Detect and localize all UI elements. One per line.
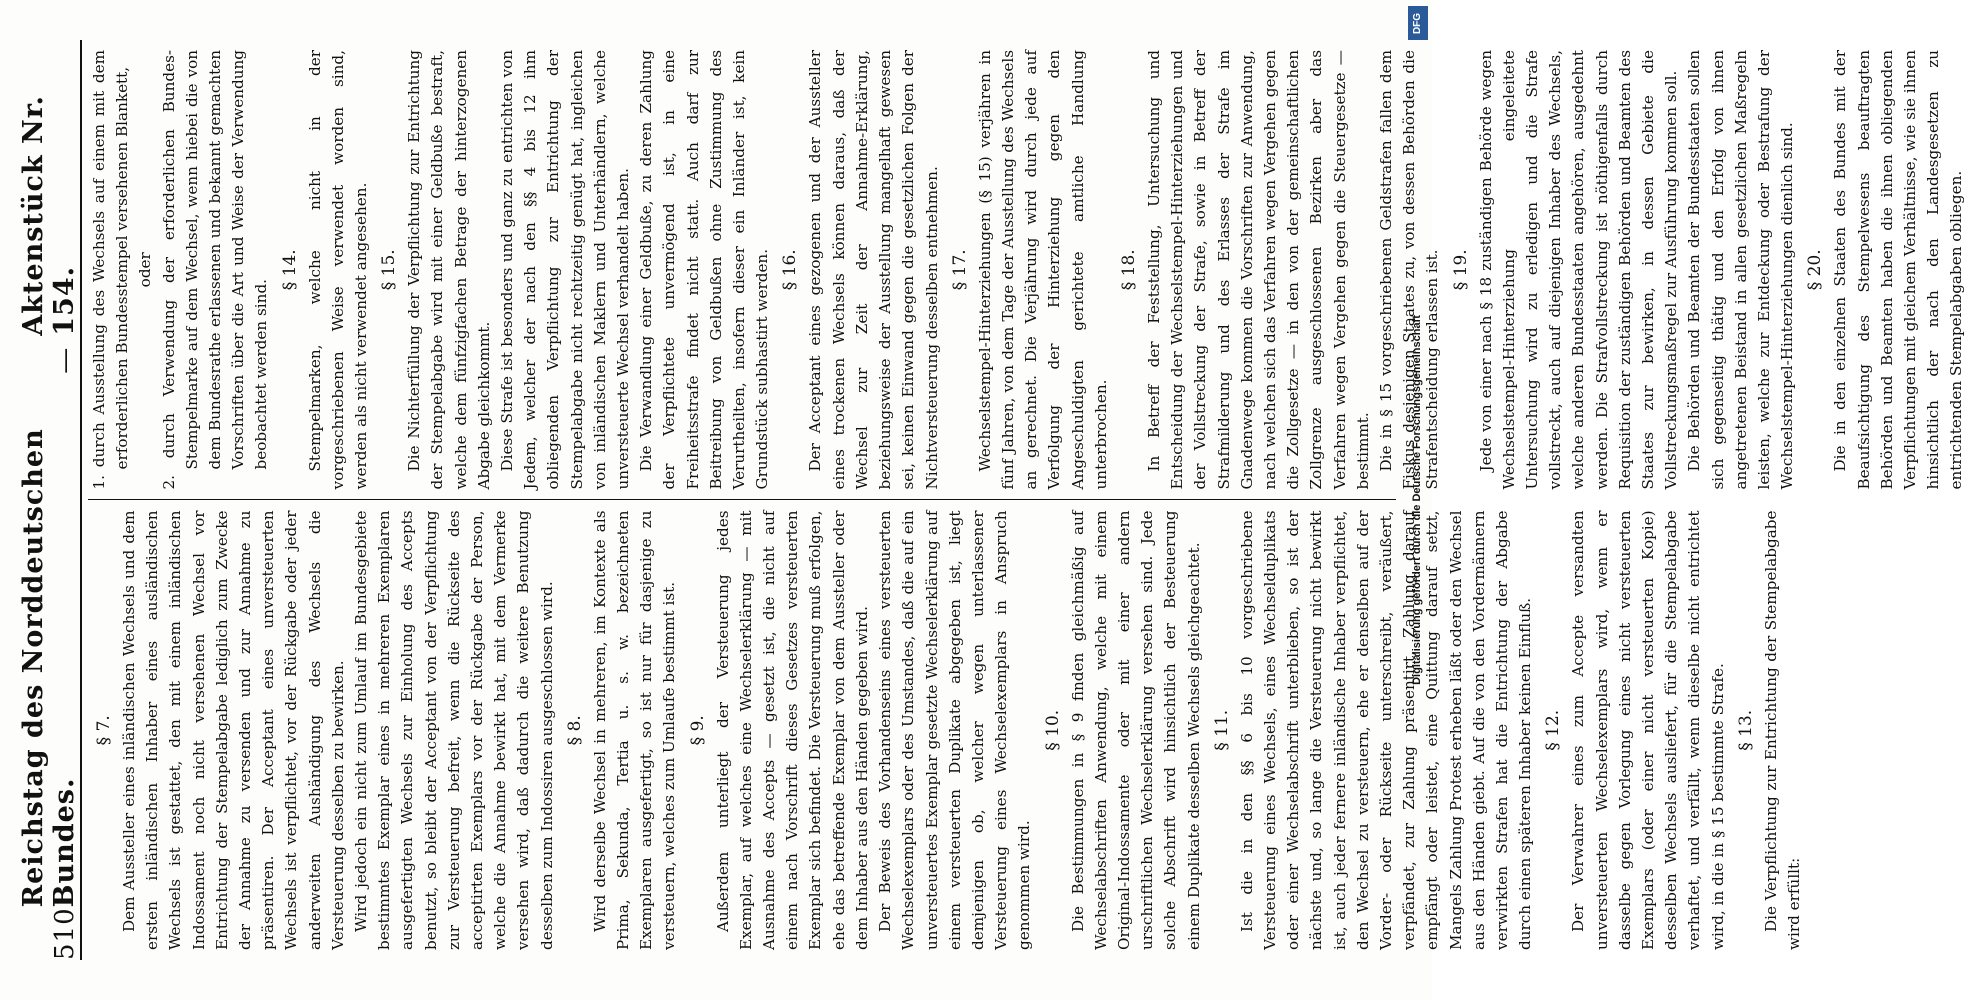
paragraph: Die Verpflichtung zur Entrichtung der Stempelabgabe wird erfüllt: [1761,510,1803,950]
paragraph: Der Acceptant eines gezogenen und der Aussteller eines trockenen Wechsels können daraus, daß der Wechsel zur Zeit der Annahme-Erklärung, beziehungsweise der Ausstellung mangelhaft gewesen sei, keinen Einwand gegen die gesetzlichen Folgen der Nichtversteuerung desselben entnehmen. [806,50,941,490]
section-heading: § 17. [949,249,970,291]
section-heading: § 9. [687,715,708,746]
paragraph: Dem Aussteller eines inländischen Wechsels und dem ersten inländischen Inhaber eines ausländischen Wechsels ist gestattet, den mit einem inländischen Indossament noch nicht versehenen Wechsel vor Entrichtung der Stempelabgabe lediglich zum Zwecke der Annahme zu versenden und zur Annahme zu präsentiren. Der Acceptant eines unversteuerten Wechsels ist verpflichtet, vor der Rückgabe oder jeder anderweiten Aushändigung des Wechsels die Versteuerung desselben zu bewirken. [120,510,347,950]
section-heading: § 10. [1042,709,1063,751]
paragraph: Die in § 15 vorgeschriebenen Geldstrafen fallen dem Fiskus desjenigen Staates zu, von dessen Behörden die Strafentscheidung erlassen ist. [1376,50,1442,490]
page-header [18,40,82,960]
section-heading: § 7. [94,715,114,746]
section-heading: § 14. [279,249,300,291]
paragraph: Der Verwahrer eines zum Accepte versandten unversteuerten Wechselexemplars wird, wenn er dasselbe gegen Vorlegung eines nicht versteuerten Exemplars (oder einer nicht versteuerten Kopie) desselben Wechsels ausliefert, für die Stempelabgabe verhaftet, und verfällt, wenn dieselbe nicht entrichtet wird, in die in § 15 bestimmte Strafe. [1569,510,1727,950]
dfg-logo [1408,6,1428,40]
header-title: Reichstag des Norddeutschen Bundes. [18,428,80,908]
paragraph: Jede von einer nach § 18 zuständigen Behörde wegen Wechselstempel-Hinterziehung eingeleitete Untersuchung wird zu erledigen und die Strafe vollstreckt, auch auf diejenigen Inhaber des Wechsels, welche anderen Bundesstaaten angehören, ausgedehnt werden. Die Strafvollstreckung ist nöthigenfalls durch Requisition der zuständigen Behörden und Beamten des Staates zur bewirken, in dessen Gebiete die Vollstreckungsmaßregel zur Ausführung kommen soll. [1476,50,1681,490]
list-item: 1. durch Ausstellung des Wechsels auf einem mit dem erforderlichen Bundesstempel versehenen Blankett, [90,50,132,490]
dfg-badge-text: DFG [1412,12,1424,34]
paragraph: Wechselstempel-Hinterziehungen (§ 15) verjähren in fünf Jahren, von dem Tage der Ausstellung des Wechsels an gerechnet. Die Verjährung wird durch jede auf Verfolgung der Hinterziehung gegen den Angeschuldigten gerichtete amtliche Handlung unterbrochen. [975,50,1110,490]
paragraph: Die Nichterfüllung der Verpflichtung zur Entrichtung der Stempelabgabe wird mit einer Geldbuße bestraft, welche dem fünfzigfachen Betrage der hinterzogenen Abgabe gleichkommt. [405,50,493,490]
paragraph: Wird jedoch ein nicht zum Umlauf im Bundesgebiete bestimmtes Exemplar eines in mehreren Exemplaren ausgefertigten Wechsels zur Einholung des Accepts benutzt, so bleibt der Acceptant von der Verpflichtung zur Versteuerung befreit, wenn die Rückseite des acceptirten Exemplars vor der Rückgabe der Person, welche die Annahme bewirkt hat, mit dem Vermerke versehen wird, daß dadurch die weitere Benutzung desselben zum Indossiren ausgeschlossen wird. [352,510,556,950]
section-heading: § 16. [780,249,801,291]
paragraph: Stempelmarken, welche nicht in der vorgeschriebenen Weise verwendet worden sind, werden als nicht verwendet angesehen. [305,50,371,490]
section-heading: § 20. [1805,249,1826,291]
header-separator: — [50,347,80,374]
paragraph: Ist die in den §§ 6 bis 10 vorgeschriebene Versteuerung eines Wechsels, eines Wechselduplikats oder einer Wechselabschrift unterblieben, so ist der nächste und, so lange die Versteuerung nicht bewirkt ist, auch jeder fernere inländische Inhaber verpflichtet, den Wechsel zu versteuern, ehe er denselben auf der Vorder- oder Rückseite unterschreibt, veräußert, verpfändet, zur Zahlung präsentirt, Zahlung darauf empfängt oder leistet, eine Quittung darauf setzt, Mangels Zahlung Protest erheben läßt oder den Wechsel aus den Händen giebt. Auf die von den Vordermännern verwirkten Strafen hat die Entrichtung der Abgabe durch einen späteren Inhaber keinen Einfluß. [1237,510,1535,950]
paragraph: Die Behörden und Beamten der Bundesstaaten sollen sich gegenseitig thätig und den Erfolg von ihnen angetretenen Beistand in allen gesetzlichen Maßregeln leisten, welche zur Entdeckung oder Bestrafung der Wechselstempel-Hinterziehungen dienlich sind. [1685,50,1797,490]
section-heading: § 12. [1543,709,1564,751]
paragraph: Die Bestimmungen in § 9 finden gleichmäßig auf Wechselabschriften Anwendung, welche mit einem Original-Indossamente oder mit einer andern urschriftlichen Wechselerklärung versehen sind. Jede solche Abschrift wird hinsichtlich der Besteuerung einem Duplikate desselben Wechsels gleichgeachtet. [1068,510,1203,950]
paragraph: Der Beweis des Vorhandenseins eines versteuerten Wechselexemplars oder des Umstandes, daß die auf ein unversteuertes Exemplar gesetzte Wechselerklärung auf einem versteuerten Duplikate abgegeben ist, liegt demjenigen ob, welcher wegen unterlassener Versteuerung eines Wechselexemplars in Anspruch genommen wird. [876,510,1034,950]
paragraph: In Betreff der Feststellung, Untersuchung und Entscheidung der Wechselstempel-Hinterziehungen und der Vollstreckung der Strafe, sowie in Betreff der Strafmilderung und des Erlasses der Strafe im Gnadenwege kommen die Vorschriften zur Anwendung, nach welchen sich das Verfahren wegen Vergehen gegen die Zollgesetze — in den von der gemeinschaftlichen Zollgrenze ausgeschlossenen Bezirken aber das Verfahren wegen Vergehen gegen die Steuergesetze — bestimmt. [1144,50,1372,490]
section-heading: § 11. [1211,709,1232,751]
paragraph: Wird derselbe Wechsel in mehreren, im Kontexte als Prima, Sekunda, Tertia u. s. w. bezeichneten Exemplaren ausgefertigt, so ist nur für dasjenige zu versteuern, welches zum Umlaufe bestimmt ist. [590,510,679,950]
page-number: 510 [50,907,80,960]
section-heading: § 13. [1735,709,1756,751]
section-heading: § 18. [1118,249,1139,291]
section-heading: § 19. [1450,249,1471,291]
paragraph: Die in den einzelnen Staaten des Bundes mit der Beaufsichtigung des Stempelwesens beauftragten Behörden und Beamten haben die ihnen obliegenden Verpflichtungen mit gleichem Verhältnisse, wie sie ihnen hinsichtlich der nach den Landesgesetzen zu entrichtenden Stempelabgaben obliegen. [1831,50,1966,490]
paragraph: Diese Strafe ist besonders und ganz zu entrichten von Jedem, welcher der nach den §§ 4 bis 12 ihm obliegenden Verpflichtung zur Entrichtung der Stempelabgabe nicht rechtzeitig genügt hat, ingleichen von inländischen Maklern und Unterhändlern, welche unversteuerte Wechsel verhandelt haben. [498,50,633,490]
header-document: Aktenstück Nr. 154. [18,95,80,336]
paragraph: Die Verwandlung einer Geldbuße, zu deren Zahlung der Verpflichtete unvermögend ist, in eine Freiheitsstrafe findet nicht statt. Auch darf zur Beitreibung von Geldbußen ohne Zustimmung des Verurtheilten, insofern dieser ein Inländer ist, kein Grundstück subhastirt werden. [637,50,772,490]
paragraph: Außerdem unterliegt der Versteuerung jedes Exemplar, auf welches eine Wechselerklärung — mit Ausnahme des Accepts — gesetzt ist, die nicht auf einem nach Vorschrift dieses Gesetzes versteuerten Exemplar sich befindet. Die Versteuerung muß erfolgen, ehe das betreffende Exemplar von dem Aussteller oder dem Inhaber aus den Händen gegeben wird. [713,510,871,950]
list-item: 2. durch Verwendung der erforderlichen Bundes-Stempelmarke auf dem Wechsel, wenn hiebei die von dem Bundesrathe erlassenen und bekannt gemachten Vorschriften über die Art und Weise der Verwendung beobachtet werden sind. [159,50,271,490]
footer-credit: Digitalisierung gefördert durch die Deutsche Forschungsgemeinschaft [1411,315,1424,685]
footer-strip [1402,0,1432,1000]
conjunction: oder [136,252,155,288]
section-heading: § 8. [564,715,585,746]
section-heading: § 15. [379,249,400,291]
header-center [18,66,80,908]
